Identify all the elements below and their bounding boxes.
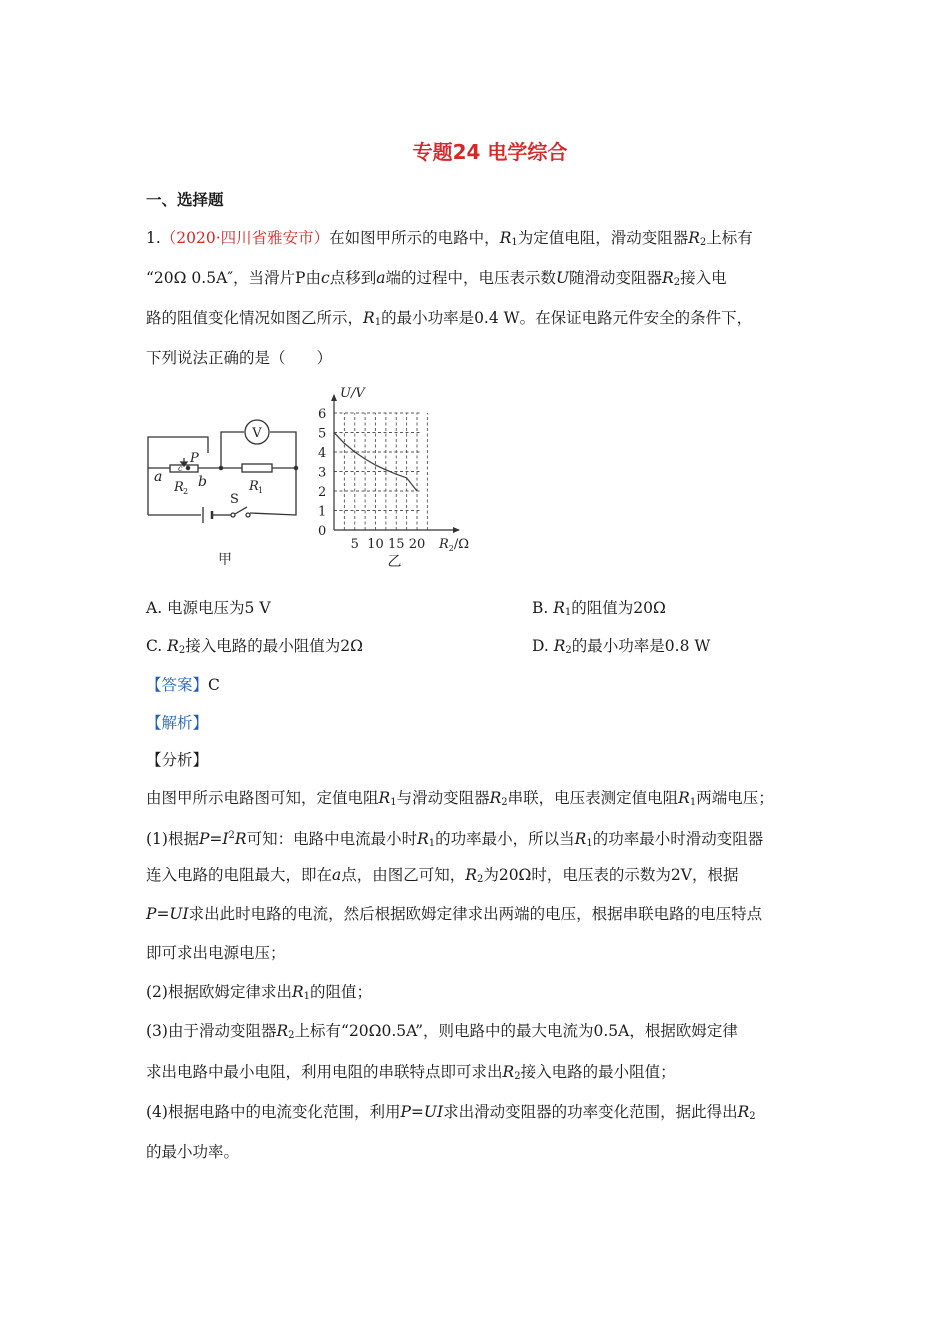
y-axis-label: U/V [340, 386, 365, 401]
label-a: a [154, 469, 163, 485]
text: 可知：电路中电流最小时 [246, 830, 418, 848]
y-tick-label: 6 [318, 407, 327, 422]
page-title: 专题24 电学综合 [412, 140, 568, 164]
analysis-line-8 [146, 1062, 676, 1087]
var-r: R [678, 789, 690, 807]
text: 上标有“20Ω0.5A”，则电路中的最大电流为0.5A，根据欧姆定律 [294, 1022, 738, 1040]
answer-label: 【答案】 [146, 676, 209, 694]
label-c: c [178, 464, 183, 473]
resistor-r1 [242, 464, 272, 472]
var: P [400, 1103, 411, 1121]
analysis-line-2 [146, 826, 763, 854]
analysis-line-9 [146, 1102, 756, 1127]
switch-blade [235, 507, 247, 514]
sub: 2 [565, 645, 572, 656]
var-r: R [363, 309, 375, 327]
x-axis-label [438, 537, 469, 553]
var-r: R [737, 1103, 750, 1121]
question-line-2 [146, 268, 727, 293]
label-r2-sub: 2 [183, 487, 189, 496]
text: 求出滑动变阻器的功率变化范围，据此得出 [443, 1103, 738, 1121]
text: 接入电 [680, 269, 727, 287]
wire [270, 432, 296, 468]
x-axis-arrow [453, 527, 460, 533]
circuit-caption: 甲 [218, 552, 232, 568]
text: 随滑动变阻器 [569, 269, 663, 287]
var-r: R [574, 830, 587, 848]
y-tick-label: 1 [318, 504, 327, 520]
figure [146, 380, 526, 572]
text: 接入电路的最小阻值； [520, 1063, 676, 1081]
var: a [376, 269, 386, 287]
origin-label: 0 [318, 524, 327, 539]
text: 与滑动变阻器 [396, 789, 490, 807]
x-tick-label: 5 [350, 537, 359, 552]
option-b [532, 598, 666, 623]
chart-grid [334, 413, 427, 530]
graph-caption: 乙 [387, 554, 402, 570]
fenxi-label: 【分析】 [146, 751, 209, 769]
sub: 2 [476, 874, 484, 885]
sub: 1 [586, 838, 593, 849]
text: = [209, 830, 223, 848]
option-c [146, 636, 363, 661]
sub: 2 [514, 1071, 521, 1082]
section-heading: 一、选择题 [146, 191, 224, 209]
text: 的功率最小时滑动变阻器 [592, 830, 764, 848]
graph [318, 386, 469, 570]
y-tick-label: 2 [318, 485, 327, 500]
var-r: R [417, 830, 429, 848]
analysis-line-7 [146, 1021, 738, 1046]
var: R [234, 830, 247, 848]
var-r: R [276, 1022, 289, 1040]
analysis-line-10: 的最小功率。 [146, 1143, 240, 1161]
text: 为定值电阻，滑动变阻器 [517, 229, 689, 247]
label-s: S [230, 492, 239, 507]
x-tick-labels [351, 537, 426, 552]
text: 路的阻值变化情况如图乙所示， [146, 309, 364, 327]
text: 的阻值； [310, 983, 373, 1001]
y-axis-arrow [331, 394, 337, 401]
x-axis-label-sub: 2 [448, 544, 454, 553]
sub: 1 [303, 991, 311, 1002]
text: 求出电路中最小电阻，利用电阻的串联特点即可求出 [146, 1063, 503, 1081]
var-r: R [662, 269, 674, 287]
text: D. [532, 637, 554, 655]
sub: 1 [564, 607, 572, 618]
y-tick-label: 5 [318, 426, 327, 442]
text: 的阻值为20Ω [571, 599, 666, 617]
text: 为20Ω时，电压表的示数为2V，根据 [483, 866, 739, 884]
text: 连入电路的电阻最大，即在 [146, 866, 333, 884]
answer-value: C [208, 676, 220, 694]
analysis-line-3 [146, 865, 738, 890]
sub: 1 [390, 797, 397, 808]
sub: 2 [501, 797, 508, 808]
text: 的最小功率是0.8 W [571, 637, 711, 655]
var-r: R [291, 983, 304, 1001]
text: 在如图甲所示的电路中， [329, 229, 500, 247]
question-number: 1. [146, 229, 161, 247]
y-tick-labels [318, 407, 326, 520]
question-line-4: 下列说法正确的是（ ） [146, 349, 333, 367]
analysis-line-5: 即可求出电源电压； [146, 944, 286, 962]
text: 串联，电压表测定值电阻 [507, 789, 679, 807]
text: 求出此时电路的电流，然后根据欧姆定律求出两端的电压，根据串联电路的电压特点 [188, 905, 763, 923]
sub: 2 [749, 1111, 756, 1122]
jiexi-label: 【解析】 [146, 714, 209, 732]
text: 的最小功率是0.4 W。在保证电路元件安全的条件下， [381, 309, 753, 327]
text: 接入电路的最小阻值为2Ω [185, 637, 363, 655]
var-r: R [553, 599, 565, 617]
var: I [222, 830, 229, 848]
text: (2)根据欧姆定律求出 [146, 983, 292, 1001]
question-line-1 [146, 228, 753, 253]
var-r: R [465, 866, 477, 884]
label-b: b [198, 474, 207, 490]
text: 点移到 [329, 269, 377, 287]
label-r2: R [174, 480, 184, 495]
var: a [332, 866, 342, 884]
sub: 1 [428, 838, 436, 849]
x-axis-label-unit: /Ω [453, 537, 470, 552]
point-c [186, 466, 189, 469]
var-r: R [688, 229, 700, 247]
label-r1: R [249, 479, 259, 494]
sub: 2 [288, 1030, 295, 1041]
var: c [321, 269, 330, 287]
sup: 2 [228, 830, 235, 841]
switch-contact [231, 513, 235, 517]
question-source: （2020·四川省雅安市） [160, 229, 330, 247]
text: 点，由图乙可知， [341, 866, 466, 884]
x-axis-label-var: R [439, 537, 449, 552]
voltmeter-label: V [252, 426, 262, 441]
y-tick-label: 3 [318, 465, 327, 481]
sub: 2 [699, 237, 707, 248]
question-line-3 [146, 308, 752, 333]
sub: 2 [673, 277, 681, 288]
text: (4)根据电路中的电流变化范围，利用 [146, 1103, 401, 1121]
answer-line [146, 675, 220, 695]
option-d [532, 636, 710, 661]
text: (1)根据 [146, 830, 199, 848]
var: U [555, 269, 570, 287]
option-a: A. 电源电压为5 V [146, 599, 271, 617]
label-p: P [190, 451, 199, 466]
text: (3)由于滑动变阻器 [146, 1022, 277, 1040]
circuit-diagram [148, 420, 298, 523]
sub: 1 [689, 797, 697, 808]
var: P [198, 830, 210, 848]
x-tick-label: 10 [367, 537, 384, 552]
text: 两端电压； [696, 789, 774, 807]
x-tick-label: 20 [408, 537, 426, 552]
text: 由图甲所示电路图可知，定值电阻 [146, 789, 379, 807]
sub: 2 [178, 645, 186, 656]
analysis-line-4 [146, 904, 762, 924]
var-r: R [553, 637, 566, 655]
text: 上标有 [706, 229, 753, 247]
text: B. [532, 599, 554, 617]
label-r1-sub: 1 [258, 486, 264, 495]
x-tick-label: 15 [387, 537, 405, 552]
var-r: R [502, 1063, 515, 1081]
wire [221, 432, 244, 468]
sub: 1 [374, 317, 382, 328]
var: P [146, 905, 157, 923]
var: =UI [410, 1103, 444, 1121]
var-r: R [378, 789, 391, 807]
y-tick-label: 4 [318, 446, 327, 461]
var-r: R [489, 789, 502, 807]
analysis-line-6 [146, 982, 372, 1007]
var-r: R [499, 229, 512, 247]
var-r: R [167, 637, 179, 655]
var: =UI [156, 905, 189, 923]
analysis-line-1 [146, 788, 774, 813]
text: C. [146, 637, 168, 655]
text: 端的过程中，电压表示数 [385, 269, 556, 287]
text: “20Ω 0.5A″，当滑片P由 [146, 269, 321, 287]
text: 的功率最小，所以当 [435, 830, 575, 848]
sub: 1 [511, 237, 518, 248]
switch-contact [246, 513, 250, 517]
